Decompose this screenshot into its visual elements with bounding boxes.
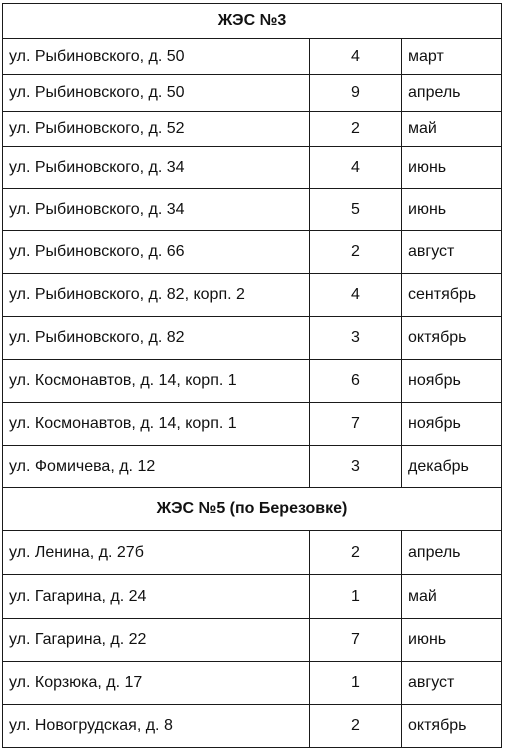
count-cell: 2 [310,112,402,147]
table-row [3,662,502,705]
month-cell: июнь [402,147,502,189]
month-cell: август [402,662,502,705]
table-row [3,75,502,112]
table-row [3,39,502,75]
address-cell: ул. Фомичева, д. 12 [3,446,310,488]
address-cell: ул. Ленина, д. 27б [3,531,310,575]
count-cell: 9 [310,75,402,112]
count-cell: 7 [310,403,402,446]
count-cell: 4 [310,147,402,189]
section-header-row [3,4,502,39]
count-cell: 1 [310,575,402,619]
count-cell: 4 [310,274,402,317]
section-title: ЖЭС №5 (по Березовке) [3,488,502,531]
count-cell: 3 [310,317,402,360]
address-cell: ул. Гагарина, д. 22 [3,619,310,662]
address-cell: ул. Гагарина, д. 24 [3,575,310,619]
count-cell: 1 [310,662,402,705]
month-cell: октябрь [402,317,502,360]
month-cell: ноябрь [402,360,502,403]
schedule-table-body [3,4,502,748]
month-cell: декабрь [402,446,502,488]
address-cell: ул. Рыбиновского, д. 50 [3,39,310,75]
count-cell: 2 [310,231,402,274]
month-cell: июнь [402,619,502,662]
month-cell: май [402,112,502,147]
address-cell: ул. Новогрудская, д. 8 [3,705,310,748]
table-row [3,705,502,748]
address-cell: ул. Рыбиновского, д. 34 [3,147,310,189]
table-row [3,112,502,147]
address-cell: ул. Космонавтов, д. 14, корп. 1 [3,360,310,403]
count-cell: 2 [310,531,402,575]
count-cell: 3 [310,446,402,488]
month-cell: апрель [402,75,502,112]
table-row [3,360,502,403]
month-cell: сентябрь [402,274,502,317]
address-cell: ул. Космонавтов, д. 14, корп. 1 [3,403,310,446]
address-cell: ул. Рыбиновского, д. 82 [3,317,310,360]
section-title: ЖЭС №3 [3,4,502,39]
month-cell: апрель [402,531,502,575]
month-cell: октябрь [402,705,502,748]
count-cell: 7 [310,619,402,662]
month-cell: август [402,231,502,274]
month-cell: март [402,39,502,75]
address-cell: ул. Рыбиновского, д. 66 [3,231,310,274]
month-cell: ноябрь [402,403,502,446]
address-cell: ул. Корзюка, д. 17 [3,662,310,705]
table-row [3,403,502,446]
month-cell: июнь [402,189,502,231]
address-cell: ул. Рыбиновского, д. 52 [3,112,310,147]
count-cell: 2 [310,705,402,748]
month-cell: май [402,575,502,619]
section-header-row [3,488,502,531]
address-cell: ул. Рыбиновского, д. 50 [3,75,310,112]
count-cell: 5 [310,189,402,231]
table-row [3,619,502,662]
table-row [3,531,502,575]
address-cell: ул. Рыбиновского, д. 82, корп. 2 [3,274,310,317]
table-row [3,274,502,317]
schedule-table [2,3,502,748]
table-row [3,317,502,360]
table-row [3,147,502,189]
table-row [3,575,502,619]
table-row [3,446,502,488]
address-cell: ул. Рыбиновского, д. 34 [3,189,310,231]
count-cell: 6 [310,360,402,403]
table-row [3,231,502,274]
count-cell: 4 [310,39,402,75]
table-row [3,189,502,231]
